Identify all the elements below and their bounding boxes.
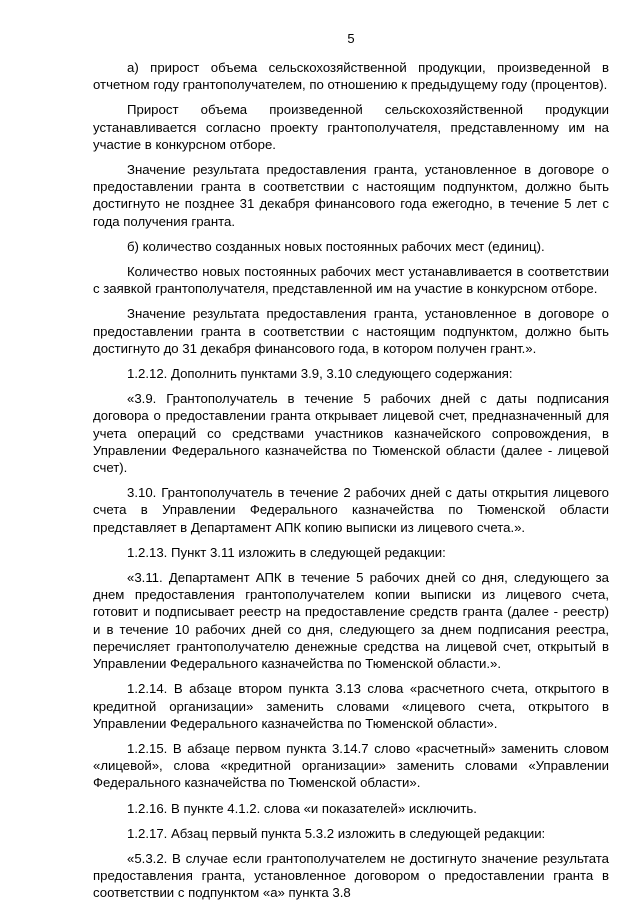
document-body (93, 59, 609, 902)
paragraph-16: «5.3.2. В случае если грантополучателем не достигнуто значение результата предоставления гранта, установленное договором о предоставлении гранта в соответствии с подпунктом «а» пункта 3.8 (93, 850, 609, 901)
paragraph-8: «3.9. Грантополучатель в течение 5 рабочих дней с даты подписания договора о предоставлении гранта открывает лицевой счет, предназначенный для учета операций со средствами участников казначейского сопровождения, в Управлении Федерального казначейства по Тюменской области (далее - лицевой счет). (93, 391, 609, 476)
page-number: 5 (347, 31, 355, 46)
paragraph-7: 1.2.12. Дополнить пунктами 3.9, 3.10 следующего содержания: (127, 366, 513, 382)
paragraph-4: б) количество созданных новых постоянных рабочих мест (единиц). (127, 238, 545, 254)
paragraph-15: 1.2.17. Абзац первый пункта 5.3.2 изложить в следующей редакции: (127, 825, 546, 841)
paragraph-2: Прирост объема произведенной сельскохозяйственной продукции устанавливается согласно проекту грантополучателя, представленному им на участие в конкурсном отборе. (93, 102, 609, 152)
paragraph-6: Значение результата предоставления гранта, установленное в договоре о предоставлении гранта в соответствии с настоящим подпунктом, должно быть достигнуто до 31 декабря финансового года, в котором получен грант.». (93, 306, 609, 356)
paragraph-11: «3.11. Департамент АПК в течение 5 рабочих дней со дня, следующего за днем предоставления грантополучателем копии выписки из лицевого счета, готовит и подписывает реестр на предоставление средств гранта (далее - реестр) и в течение 10 рабочих дней со дня, следующего за днем подписания реестра, перечисляет грантополучателю денежные средства на лицевой счет, открытый в Управлении Федерального казначейства по Тюменской области.». (93, 570, 609, 672)
paragraph-9: 3.10. Грантополучатель в течение 2 рабочих дней с даты открытия лицевого счета в Управлении Федерального казначейства по Тюменской области представляет в Департамент АПК копию выписки из лицевого счета.». (93, 485, 609, 535)
paragraph-12: 1.2.14. В абзаце втором пункта 3.13 слова «расчетного счета, открытого в кредитной организации» заменить словами «лицевого счета, открытого в Управлении Федерального казначейства по Тюменской области». (93, 681, 609, 731)
paragraph-13: 1.2.15. В абзаце первом пункта 3.14.7 слово «расчетный» заменить словом «лицевой», слова «кредитной организации» заменить словами «Управлении Федерального казначейства по Тюменской области». (93, 740, 609, 791)
paragraph-3: Значение результата предоставления гранта, установленное в договоре о предоставлении гранта в соответствии с настоящим подпунктом, должно быть достигнуто не позднее 31 декабря финансового года ежегодно, в течение 5 лет с года получения гранта. (93, 162, 609, 229)
paragraph-14: 1.2.16. В пункте 4.1.2. слова «и показателей» исключить. (127, 800, 477, 816)
paragraph-5: Количество новых постоянных рабочих мест устанавливается в соответствии с заявкой грантополучателя, представленной им на участие в конкурсном отборе. (93, 264, 609, 297)
paragraph-10: 1.2.13. Пункт 3.11 изложить в следующей редакции: (127, 544, 446, 560)
paragraph-1: а) прирост объема сельскохозяйственной продукции, произведенной в отчетном году грантополучателем, по отношению к предыдущему году (процентов). (93, 60, 609, 93)
